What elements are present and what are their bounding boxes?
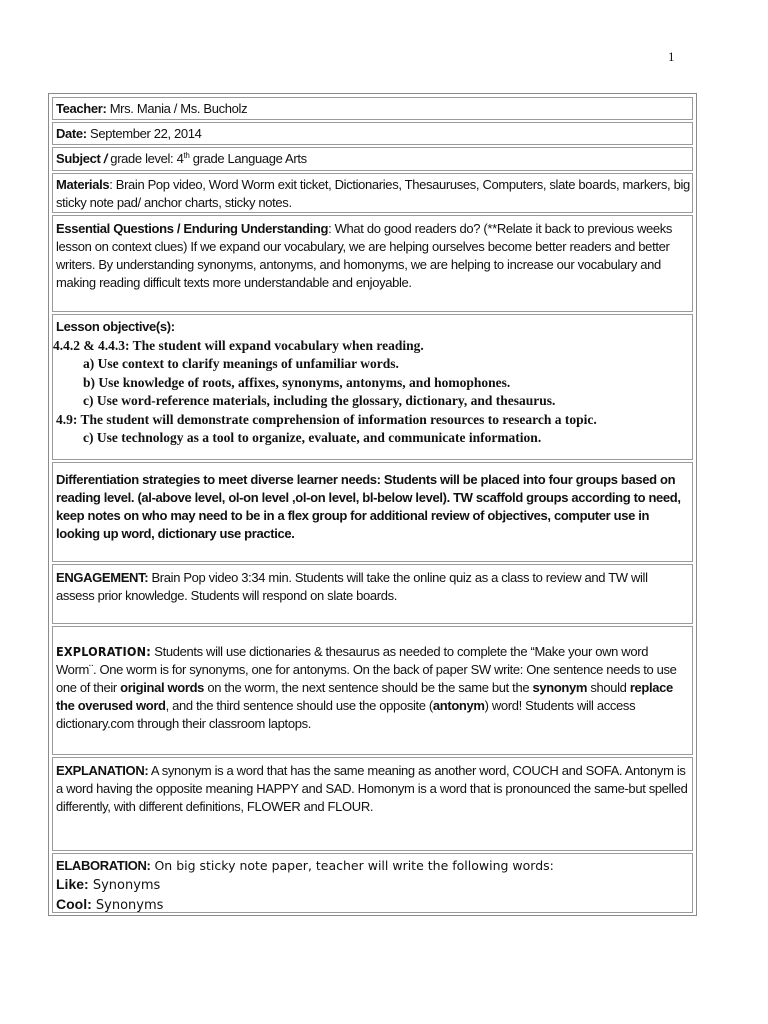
explanation-line1: A synonym is a word that has the same meaning as another word, COUCH and SOFA. Antonym is — [148, 763, 686, 778]
elaboration-label: ELABORATION: — [56, 858, 151, 873]
objective-c2: c) Use technology as a tool to organize, evaluate, and communicate information. — [83, 430, 542, 445]
subject-label: Subject — [56, 151, 101, 166]
lesson-objectives-row — [52, 314, 693, 460]
objective-c: c) Use word-reference materials, including the glossary, dictionary, and thesaurus. — [83, 393, 556, 408]
subject-slash: / — [103, 151, 108, 166]
explanation-line2: a word having the opposite meaning HAPPY and SAD. Homonym is a word that is pronounced the same-but spelled — [56, 781, 688, 796]
exploration-original-words: original words — [120, 680, 205, 695]
elaboration-like-label: Like: — [56, 876, 89, 892]
page-number: 1 — [668, 49, 675, 64]
differentiation-row — [52, 462, 693, 562]
essential-line3: writers. By understanding synonyms, antonyms, and homonyms, we are helping to increase our vocabulary and — [56, 257, 661, 272]
exploration-line3e: should — [587, 680, 630, 695]
elaboration-like-value: Synonyms — [88, 878, 161, 893]
objective-a: a) Use context to clarify meanings of unfamiliar words. — [83, 356, 399, 371]
exploration-line4b: , and the third sentence should use the opposite ( — [165, 698, 433, 713]
elaboration-line1: On big sticky note paper, teacher will write the following words: — [150, 858, 554, 873]
differentiation-line1: Differentiation strategies to meet diverse learner needs: Students will be placed into four groups based on — [56, 472, 676, 487]
elaboration-cool-label: Cool: — [56, 896, 92, 912]
subject-grade-pre: grade level: 4 — [107, 151, 184, 166]
objective-standard-4-4-2: 4.4.2 & 4.4.3: The student will expand vocabulary when reading. — [53, 337, 424, 353]
elaboration-cool-value: Synonyms — [91, 898, 164, 913]
exploration-overused-word: the overused word — [56, 698, 166, 713]
date-value: September 22, 2014 — [90, 126, 202, 141]
subject-grade-post: grade Language Arts — [189, 151, 307, 166]
exploration-replace: replace — [629, 680, 673, 695]
subject-grade-sup: th — [183, 151, 190, 160]
subject-row — [52, 147, 693, 171]
date-label: Date: — [56, 126, 87, 141]
objective-standard-4-9: 4.9: The student will demonstrate comprehension of information resources to research a topic. — [56, 411, 597, 427]
engagement-row — [52, 564, 693, 624]
materials-label: Materials — [56, 177, 110, 192]
engagement-label: ENGAGEMENT: — [56, 570, 149, 585]
explanation-line3: differently, with different definitions, FLOWER and FLOUR. — [56, 799, 374, 814]
explanation-label: EXPLANATION: — [56, 763, 149, 778]
exploration-line1: Students will use dictionaries & thesaurus as needed to complete the “Make your own word — [151, 644, 649, 659]
exploration-row — [52, 626, 693, 755]
objectives-label: Lesson objective(s): — [56, 319, 175, 334]
exploration-line4d: ) word! Students will access — [484, 698, 636, 713]
exploration-antonym: antonym — [432, 698, 485, 713]
teacher-label: Teacher: — [56, 101, 107, 116]
differentiation-line2: reading level. (al-above level, ol-on level ,ol-on level, bl-below level). TW scaffold groups according to need, — [56, 490, 681, 505]
essential-line2: lesson on context clues) If we expand our vocabulary, we are helping ourselves become better readers and better — [56, 239, 670, 254]
explanation-row — [52, 757, 693, 851]
exploration-label: EXPLORATION: — [56, 644, 151, 659]
exploration-line2: Worm¨. One worm is for synonyms, one for antonyms. On the back of paper SW write: One sentence needs to use — [56, 662, 677, 677]
engagement-line1: Brain Pop video 3:34 min. Students will take the online quiz as a class to review and TW will — [148, 570, 648, 585]
exploration-line5: dictionary.com through their classroom laptops. — [56, 716, 311, 731]
differentiation-line3: keep notes on who may need to be in a flex group for additional review of objectives, computer use in — [56, 508, 650, 523]
teacher-row — [52, 97, 693, 120]
exploration-line3a: one of their — [56, 680, 121, 695]
teacher-value: Mrs. Mania / Ms. Bucholz — [109, 101, 248, 116]
materials-line1: : Brain Pop video, Word Worm exit ticket, Dictionaries, Thesauruses, Computers, slate boards, markers, big — [109, 177, 690, 192]
elaboration-row — [52, 853, 693, 913]
materials-row — [52, 173, 693, 213]
materials-line2: sticky note pad/ anchor charts, sticky notes. — [56, 195, 292, 210]
essential-line1: : What do good readers do? (**Relate it back to previous weeks — [328, 221, 673, 236]
essential-label: Essential Questions / Enduring Understanding — [56, 221, 329, 236]
essential-line4: making reading difficult texts more understandable and enjoyable. — [56, 275, 412, 290]
date-row — [52, 122, 693, 145]
engagement-line2: assess prior knowledge. Students will respond on slate boards. — [56, 588, 398, 603]
differentiation-line4: looking up word, dictionary use practice. — [56, 526, 295, 541]
exploration-line3c: on the worm, the next sentence should be the same but the — [204, 680, 533, 695]
essential-questions-row — [52, 215, 693, 312]
objective-b: b) Use knowledge of roots, affixes, synonyms, antonyms, and homophones. — [83, 374, 511, 390]
exploration-synonym: synonym — [532, 680, 588, 695]
